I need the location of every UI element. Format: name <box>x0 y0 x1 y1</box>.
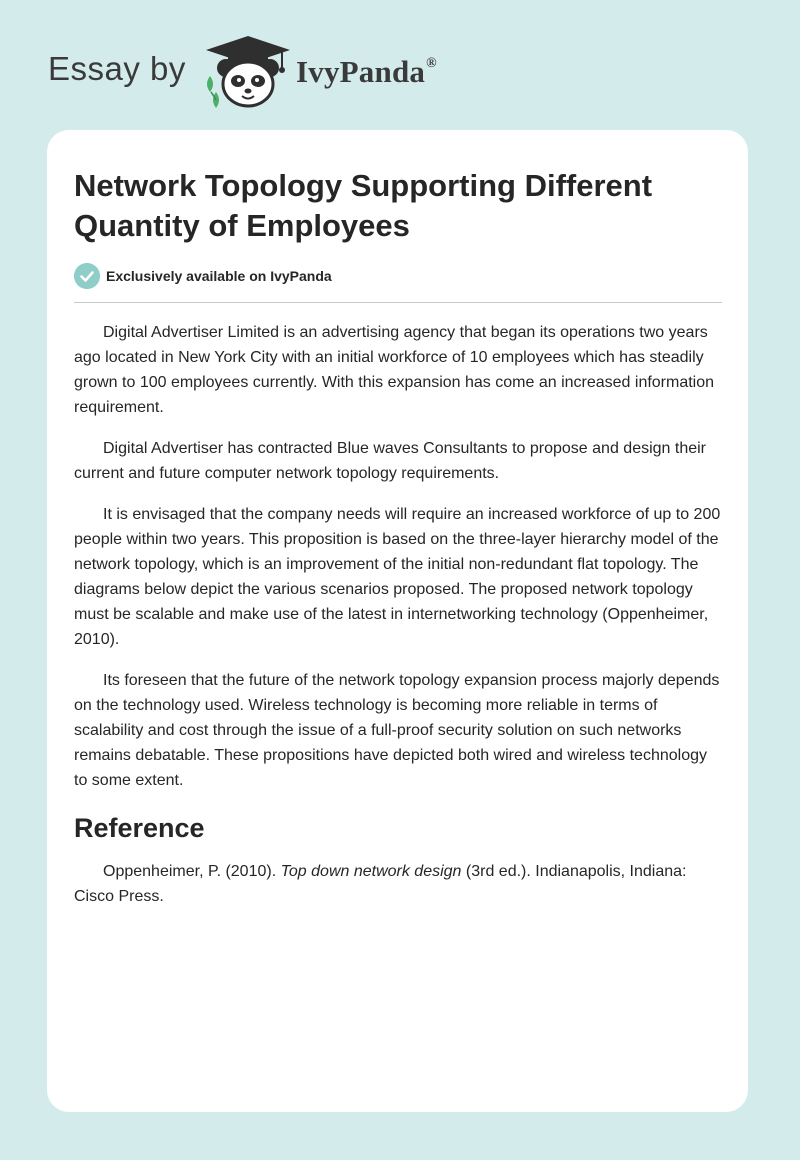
registered-mark: ® <box>426 55 437 71</box>
brand-name[interactable]: IvyPanda® <box>296 54 437 89</box>
check-icon <box>74 263 100 289</box>
reference-item <box>74 859 724 909</box>
panda-logo-icon[interactable] <box>202 34 294 110</box>
paragraph: Digital Advertiser Limited is an advertising agency that began its operations two years ago located in New York City with an initial workforce of 10 employees which has steadily grown to 100 employees currently. With this expansion has come an increased information requirement. <box>74 324 715 416</box>
reference-heading: Reference <box>74 813 205 843</box>
reference-book-title: Top down network design <box>280 863 462 880</box>
page-title: Network Topology Supporting Different Quantity of Employees <box>74 168 653 243</box>
paragraph: It is envisaged that the company needs will require an increased workforce of up to 200 people within two years. This proposition is based on the three-layer hierarchy model of the network topology, which is an improvement of the initial non-redundant flat topology. The diagrams below depict the various scenarios proposed. The proposed network topology must be scalable and make use of the latest in internetworking technology (Oppenheimer, 2010). <box>74 506 721 648</box>
exclusive-badge <box>74 263 332 289</box>
divider <box>74 302 722 303</box>
article-card <box>47 130 748 1112</box>
essay-by-label: Essay by <box>48 50 186 87</box>
reference-author: Oppenheimer, P. (2010). <box>103 863 281 880</box>
reference-details: (3rd ed.). Indianapolis, Indiana: Cisco Press. <box>74 863 687 905</box>
paragraph: Its foreseen that the future of the network topology expansion process majorly depends on the technology used. Wireless technology is becoming more reliable in terms of scalability and cost through the issue of a full-proof security solution on such networks remains debatable. These propositions have depicted both wired and wireless technology to some extent. <box>74 672 720 789</box>
article-body <box>74 320 724 925</box>
paragraph: Digital Advertiser has contracted Blue waves Consultants to propose and design their current and future computer network topology requirements. <box>74 440 707 482</box>
site-header <box>0 0 800 120</box>
badge-text: Exclusively available on IvyPanda <box>106 268 332 284</box>
